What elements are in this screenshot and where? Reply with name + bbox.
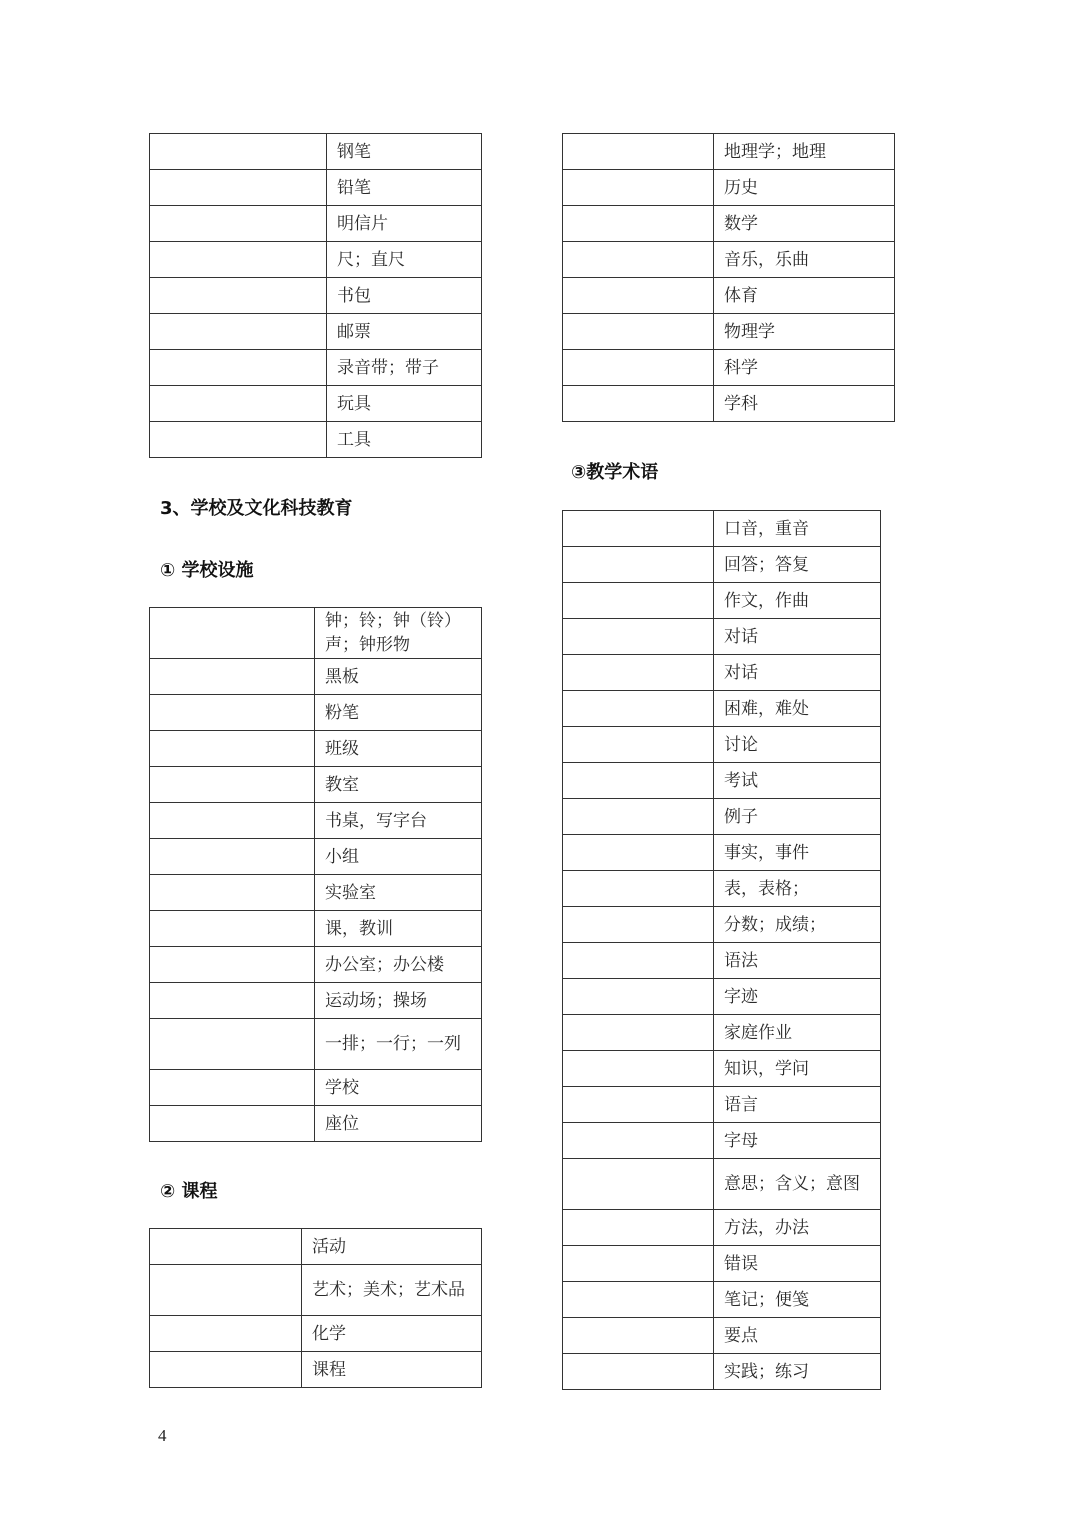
term-cell: 活动 bbox=[302, 1229, 482, 1265]
blank-cell bbox=[150, 206, 327, 242]
blank-cell bbox=[563, 1015, 714, 1051]
blank-cell bbox=[150, 386, 327, 422]
blank-cell bbox=[563, 1051, 714, 1087]
blank-cell bbox=[563, 619, 714, 655]
blank-cell bbox=[150, 242, 327, 278]
facilities-table bbox=[149, 607, 482, 1142]
blank-cell bbox=[150, 1265, 302, 1316]
term-cell: 方法，办法 bbox=[714, 1210, 881, 1246]
blank-cell bbox=[563, 763, 714, 799]
blank-cell bbox=[563, 314, 714, 350]
blank-cell bbox=[563, 835, 714, 871]
term-cell: 课，教训 bbox=[315, 911, 482, 947]
term-cell: 对话 bbox=[714, 619, 881, 655]
term-cell: 字迹 bbox=[714, 979, 881, 1015]
blank-cell bbox=[563, 511, 714, 547]
blank-cell bbox=[150, 983, 315, 1019]
term-cell: 字母 bbox=[714, 1123, 881, 1159]
term-cell: 化学 bbox=[302, 1316, 482, 1352]
term-cell: 例子 bbox=[714, 799, 881, 835]
blank-cell bbox=[563, 386, 714, 422]
blank-cell bbox=[150, 875, 315, 911]
term-cell: 笔记；便笺 bbox=[714, 1282, 881, 1318]
blank-cell bbox=[563, 655, 714, 691]
blank-cell bbox=[150, 1019, 315, 1070]
term-cell: 黑板 bbox=[315, 659, 482, 695]
term-cell: 书包 bbox=[327, 278, 482, 314]
term-cell: 困难，难处 bbox=[714, 691, 881, 727]
term-cell: 一排；一行；一列 bbox=[315, 1019, 482, 1070]
blank-cell bbox=[563, 1210, 714, 1246]
term-cell: 运动场；操场 bbox=[315, 983, 482, 1019]
term-cell: 作文，作曲 bbox=[714, 583, 881, 619]
term-cell: 书桌，写字台 bbox=[315, 803, 482, 839]
term-cell: 教室 bbox=[315, 767, 482, 803]
blank-cell bbox=[150, 839, 315, 875]
term-cell: 意思；含义；意图 bbox=[714, 1159, 881, 1210]
term-cell: 地理学；地理 bbox=[714, 134, 895, 170]
term-cell: 物理学 bbox=[714, 314, 895, 350]
terms-table bbox=[562, 510, 881, 1390]
term-cell: 讨论 bbox=[714, 727, 881, 763]
blank-cell bbox=[563, 1354, 714, 1390]
blank-cell bbox=[563, 547, 714, 583]
blank-cell bbox=[150, 1316, 302, 1352]
term-cell: 事实，事件 bbox=[714, 835, 881, 871]
term-cell: 要点 bbox=[714, 1318, 881, 1354]
blank-cell bbox=[563, 1318, 714, 1354]
term-cell: 口音，重音 bbox=[714, 511, 881, 547]
term-cell: 艺术；美术；艺术品 bbox=[302, 1265, 482, 1316]
blank-cell bbox=[563, 1087, 714, 1123]
blank-cell bbox=[563, 943, 714, 979]
term-cell: 体育 bbox=[714, 278, 895, 314]
term-cell: 钟；铃；钟（铃）声；钟形物 bbox=[315, 608, 482, 659]
page-number: 4 bbox=[158, 1426, 167, 1445]
section-heading: 3、学校及文化科技教育 bbox=[160, 498, 353, 519]
blank-cell bbox=[150, 1229, 302, 1265]
term-cell: 数学 bbox=[714, 206, 895, 242]
stationery-table bbox=[149, 133, 482, 458]
blank-cell bbox=[150, 1106, 315, 1142]
term-cell: 历史 bbox=[714, 170, 895, 206]
term-cell: 录音带；带子 bbox=[327, 350, 482, 386]
term-cell: 家庭作业 bbox=[714, 1015, 881, 1051]
blank-cell bbox=[150, 659, 315, 695]
terms-heading: ③教学术语 bbox=[571, 462, 659, 483]
term-cell: 学科 bbox=[714, 386, 895, 422]
blank-cell bbox=[563, 134, 714, 170]
blank-cell bbox=[563, 583, 714, 619]
term-cell: 办公室；办公楼 bbox=[315, 947, 482, 983]
term-cell: 表，表格； bbox=[714, 871, 881, 907]
blank-cell bbox=[150, 278, 327, 314]
courses-heading: ② 课程 bbox=[160, 1181, 218, 1202]
term-cell: 科学 bbox=[714, 350, 895, 386]
term-cell: 粉笔 bbox=[315, 695, 482, 731]
blank-cell bbox=[150, 314, 327, 350]
term-cell: 学校 bbox=[315, 1070, 482, 1106]
blank-cell bbox=[150, 695, 315, 731]
courses-table bbox=[149, 1228, 482, 1388]
term-cell: 考试 bbox=[714, 763, 881, 799]
term-cell: 明信片 bbox=[327, 206, 482, 242]
blank-cell bbox=[563, 278, 714, 314]
blank-cell bbox=[563, 799, 714, 835]
term-cell: 小组 bbox=[315, 839, 482, 875]
term-cell: 语言 bbox=[714, 1087, 881, 1123]
term-cell: 回答；答复 bbox=[714, 547, 881, 583]
blank-cell bbox=[563, 1123, 714, 1159]
blank-cell bbox=[563, 979, 714, 1015]
term-cell: 对话 bbox=[714, 655, 881, 691]
blank-cell bbox=[150, 947, 315, 983]
blank-cell bbox=[563, 1159, 714, 1210]
facilities-heading: ① 学校设施 bbox=[160, 560, 254, 581]
blank-cell bbox=[563, 242, 714, 278]
blank-cell bbox=[563, 871, 714, 907]
term-cell: 铅笔 bbox=[327, 170, 482, 206]
term-cell: 邮票 bbox=[327, 314, 482, 350]
term-cell: 实验室 bbox=[315, 875, 482, 911]
blank-cell bbox=[150, 422, 327, 458]
term-cell: 分数；成绩； bbox=[714, 907, 881, 943]
term-cell: 班级 bbox=[315, 731, 482, 767]
blank-cell bbox=[150, 170, 327, 206]
term-cell: 工具 bbox=[327, 422, 482, 458]
term-cell: 座位 bbox=[315, 1106, 482, 1142]
blank-cell bbox=[150, 1070, 315, 1106]
term-cell: 语法 bbox=[714, 943, 881, 979]
blank-cell bbox=[150, 911, 315, 947]
blank-cell bbox=[563, 907, 714, 943]
term-cell: 知识，学问 bbox=[714, 1051, 881, 1087]
blank-cell bbox=[563, 691, 714, 727]
term-cell: 钢笔 bbox=[327, 134, 482, 170]
blank-cell bbox=[563, 727, 714, 763]
term-cell: 课程 bbox=[302, 1352, 482, 1388]
subjects-table bbox=[562, 133, 895, 422]
blank-cell bbox=[150, 134, 327, 170]
blank-cell bbox=[150, 731, 315, 767]
blank-cell bbox=[563, 1246, 714, 1282]
term-cell: 音乐，乐曲 bbox=[714, 242, 895, 278]
term-cell: 实践；练习 bbox=[714, 1354, 881, 1390]
term-cell: 玩具 bbox=[327, 386, 482, 422]
blank-cell bbox=[150, 1352, 302, 1388]
blank-cell bbox=[150, 350, 327, 386]
blank-cell bbox=[563, 350, 714, 386]
blank-cell bbox=[150, 803, 315, 839]
term-cell: 尺；直尺 bbox=[327, 242, 482, 278]
blank-cell bbox=[150, 767, 315, 803]
term-cell: 错误 bbox=[714, 1246, 881, 1282]
blank-cell bbox=[150, 608, 315, 659]
blank-cell bbox=[563, 170, 714, 206]
blank-cell bbox=[563, 1282, 714, 1318]
blank-cell bbox=[563, 206, 714, 242]
